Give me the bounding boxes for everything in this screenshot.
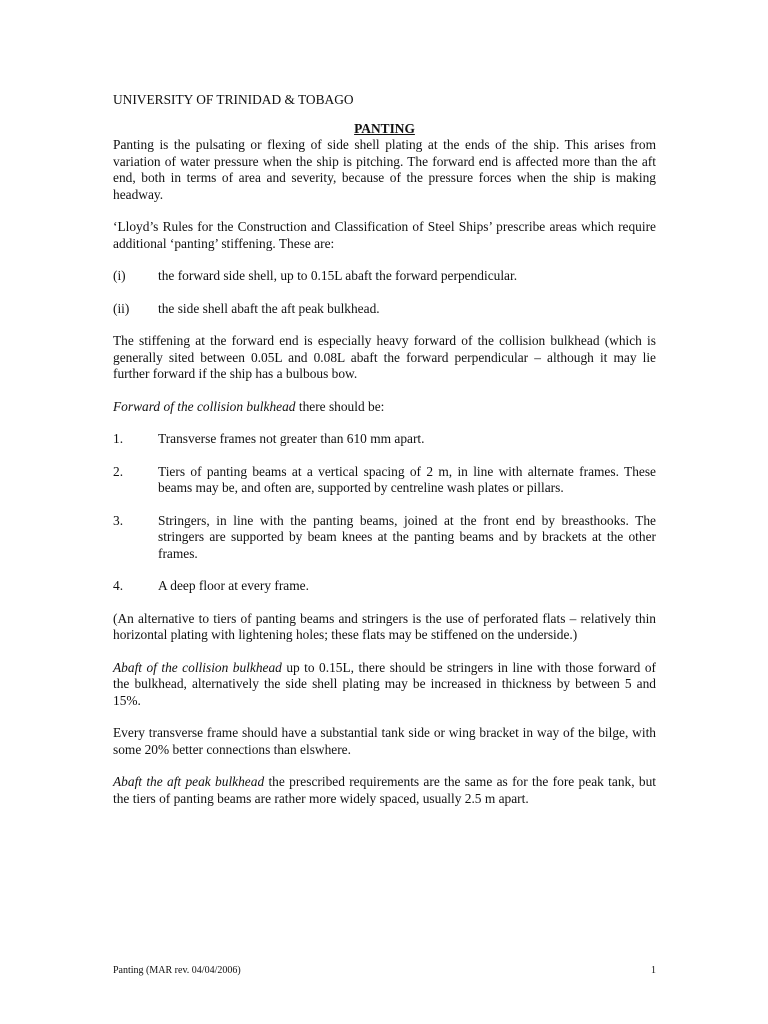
requirement-text: Tiers of panting beams at a vertical spacing of 2 m, in line with alternate frames. These beams may be, and often are, supported by centreline wash plates or pillars. <box>158 463 656 495</box>
lloyds-paragraph: ‘Lloyd’s Rules for the Construction and Classification of Steel Ships’ prescribe areas which require additional ‘panting’ stiffening. These are: <box>113 219 656 251</box>
requirement-text: Stringers, in line with the panting beams, joined at the front end by breasthooks. The stringers are supported by beam knees at the panting beams and by brackets at the other frames. <box>158 512 656 561</box>
page-number: 1 <box>651 965 656 976</box>
requirement-number: 3. <box>113 512 124 528</box>
requirement-item <box>113 431 656 448</box>
requirement-item <box>113 464 656 497</box>
forward-heading <box>113 399 656 416</box>
page-footer <box>113 965 656 977</box>
transverse-paragraph: Every transverse frame should have a substantial tank side or wing bracket in way of the bilge, with some 20% better connections than elswhere. <box>113 725 656 757</box>
abaft-peak-paragraph <box>113 774 656 807</box>
requirement-text: A deep floor at every frame. <box>158 578 309 593</box>
requirement-item <box>113 513 656 563</box>
forward-heading-rest: there should be: <box>295 398 385 414</box>
abaft-peak-italic: Abaft the aft peak bulkhead <box>113 774 265 789</box>
institution-name: UNIVERSITY OF TRINIDAD & TOBAGO <box>113 92 354 107</box>
requirement-number: 1. <box>113 431 124 446</box>
requirement-text: Transverse frames not greater than 610 mm apart. <box>158 431 425 446</box>
area-text: the forward side shell, up to 0.15L abaft the forward perpendicular. <box>158 268 518 283</box>
intro-paragraph: Panting is the pulsating or flexing of side shell plating at the ends of the ship. This arises from variation of water pressure when the ship is pitching. The forward end is affected more than the aft end, both in terms of area and severity, because of the pressure forces when the ship is making headway. <box>113 137 656 202</box>
abaft-collision-italic: Abaft of the collision bulkhead <box>113 659 282 675</box>
area-number: (i) <box>113 268 126 283</box>
requirement-item <box>113 578 656 595</box>
abaft-collision-paragraph <box>113 660 656 710</box>
footer-revision: Panting (MAR rev. 04/04/2006) <box>113 965 241 976</box>
requirement-number: 2. <box>113 463 124 479</box>
abaft-collision-rest: up to 0.15L, there should be stringers in line with those forward of the bulkhead, alternatively the side shell plating may be increased in thickness by between 5 and 15%. <box>113 659 656 708</box>
area-text: the side shell abaft the aft peak bulkhead. <box>158 300 380 316</box>
document-title: PANTING <box>354 120 415 136</box>
forward-heading-italic: Forward of the collision bulkhead <box>113 398 296 414</box>
abaft-peak-rest: the prescribed requirements are the same as for the fore peak tank, but the tiers of panting beams are rather more widely spaced, usually 2.5 m apart. <box>113 774 656 806</box>
area-item <box>113 268 656 285</box>
area-number: (ii) <box>113 300 130 316</box>
area-item <box>113 301 656 318</box>
stiffening-paragraph: The stiffening at the forward end is especially heavy forward of the collision bulkhead (which is generally sited between 0.05L and 0.08L abaft the forward perpendicular – although it may lie further forward if the ship has a bulbous bow. <box>113 333 656 381</box>
alternative-paragraph: (An alternative to tiers of panting beams and stringers is the use of perforated flats – relatively thin horizontal plating with lightening holes; these flats may be stiffened on the underside.) <box>113 610 656 642</box>
document-page <box>113 92 656 823</box>
requirement-number: 4. <box>113 578 124 593</box>
